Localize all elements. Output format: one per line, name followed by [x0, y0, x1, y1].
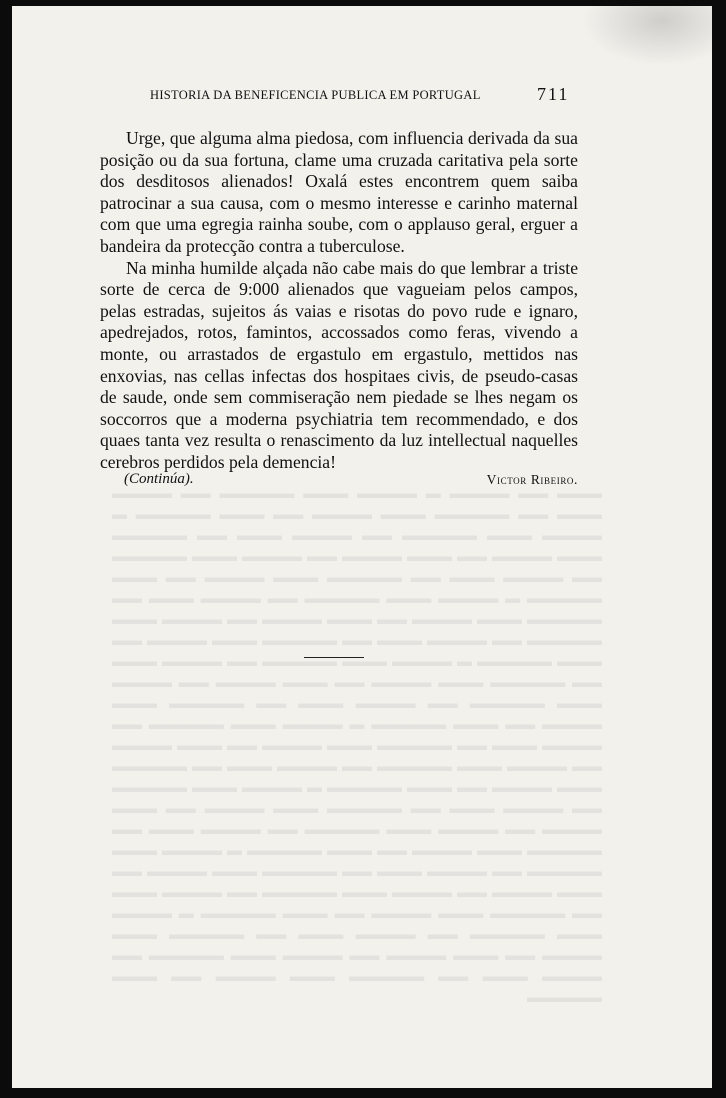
document-page [12, 6, 712, 1088]
paragraph: Urge, que alguma alma piedosa, com influencia derivada da sua posição ou da sua fortuna, clame uma cruzada caritativa pela sorte dos desditosos alienados! Oxalá estes encontrem quem saiba patrocinar a sua causa, com o mesmo interesse e carinho maternal com que uma egregia rainha soube, com o applauso geral, erguer a bandeira da protecção contra a tuberculose. [100, 128, 578, 256]
running-title: HISTORIA DA BENEFICENCIA PUBLICA EM PORTUGAL [150, 88, 481, 102]
body-text [100, 128, 578, 474]
page-number: 711 [537, 84, 570, 104]
paragraph: Na minha humilde alçada não cabe mais do que lembrar a triste sorte de cerca de 9:000 alienados que vagueiam pelos campos, pelas estradas, sujeitos ás vaias e risotas do povo rude e ignaro, apedrejados, rotos, famintos, accossados como feras, vivendo a monte, ou arrastados de ergastulo em ergastulo, mettidos nas enxovias, nas cellas infectas dos hospitaes civis, de pseudo-casas de saude, onde sem commiseração nem piedade se lhes negam os soccorros que a moderna psychiatria tem recommendado, e dos quaes tanta vez resulta o renascimento da luz intellectual naquelles cerebros perdidos pela demencia! [100, 257, 578, 472]
section-divider [304, 657, 364, 658]
continued-note: (Continúa). [124, 471, 194, 487]
signature-row [100, 471, 578, 491]
paper-smudge [582, 6, 712, 66]
author-signature: Victor Ribeiro. [486, 472, 578, 487]
bleed-through-texture: ▬▬▬ ▬▬ ▬▬▬▬ ▬ ▬▬▬▬ ▬▬▬ ▬▬▬▬▬ ▬▬ ▬▬▬▬ ▬▬▬ ▬▬ ▬▬▬▬▬ ▬▬▬ ▬▬▬▬ ▬▬ ▬▬▬ ▬▬▬▬▬ ▬ ▬▬▬▬ ▬▬▬ ▬▬▬▬▬ ▬▬ ▬▬▬▬ ▬▬▬ ▬▬ ▬▬▬▬▬ ▬▬▬ ▬▬▬▬ ▬▬ ▬▬▬ ▬▬▬▬ ▬▬ ▬▬▬▬ ▬▬▬ ▬▬▬▬▬ ▬▬ ▬▬▬▬ ▬▬▬ ▬▬ ▬▬▬▬▬ ▬▬▬ ▬▬▬▬ ▬▬ ▬▬▬ ▬▬▬▬▬ ▬ ▬▬▬▬ ▬▬▬ ▬▬▬▬▬ ▬▬ ▬▬▬▬ ▬▬▬ ▬▬ ▬▬▬▬▬ ▬▬▬ ▬▬▬▬ ▬▬ ▬▬▬ ▬▬▬▬ ▬▬ ▬▬▬▬ ▬▬▬ ▬▬▬▬▬ ▬▬ ▬▬▬▬ ▬▬▬ ▬▬ ▬▬▬▬▬ ▬▬▬ ▬▬▬▬ ▬▬ ▬▬▬ ▬▬▬▬▬ ▬ ▬▬▬▬ ▬▬▬ ▬▬▬▬▬ ▬▬ ▬▬▬▬ ▬▬▬ ▬▬ ▬▬▬▬▬ ▬▬▬ ▬▬▬▬ ▬▬ ▬▬▬ ▬▬▬▬ ▬▬ ▬▬▬▬ ▬▬▬ ▬▬▬▬▬ ▬▬ ▬▬▬▬ ▬▬▬ ▬▬ ▬▬▬▬▬ ▬▬▬ ▬▬▬▬ ▬▬ ▬▬▬ ▬▬▬▬▬ ▬ ▬▬▬▬ ▬▬▬ ▬▬▬▬▬ ▬▬ ▬▬▬▬ ▬▬▬ ▬▬ ▬▬▬▬▬ ▬▬▬ ▬▬▬▬ ▬▬ ▬▬▬ ▬▬▬▬ ▬▬ ▬▬▬▬ ▬▬▬ ▬▬▬▬▬ ▬▬ ▬▬▬▬ ▬▬▬ ▬▬ ▬▬▬▬▬ ▬▬▬ ▬▬▬▬ ▬▬ ▬▬▬ ▬▬▬▬▬ ▬ ▬▬▬▬ ▬▬▬ ▬▬▬▬▬ ▬▬ ▬▬▬▬ ▬▬▬ ▬▬ ▬▬▬▬▬ ▬▬▬ ▬▬▬▬ ▬▬ ▬▬▬ ▬▬▬▬ ▬▬ ▬▬▬▬ ▬▬▬ ▬▬▬▬▬ ▬▬ ▬▬▬▬ ▬▬▬ ▬▬ ▬▬▬▬▬ ▬▬▬ ▬▬▬▬ ▬▬ ▬▬▬ ▬▬▬▬▬ ▬ ▬▬▬▬ ▬▬▬ ▬▬▬▬▬ ▬▬ ▬▬▬▬ ▬▬▬ ▬▬ ▬▬▬▬▬ ▬▬▬ ▬▬▬▬ ▬▬ ▬▬▬ ▬▬▬▬ ▬▬ ▬▬▬▬ ▬▬▬ ▬▬▬▬▬ ▬▬ ▬▬▬▬ ▬▬▬ ▬▬ ▬▬▬▬▬ ▬▬▬ ▬▬▬▬ ▬▬ ▬▬▬ ▬▬▬▬▬ ▬ ▬▬▬▬ ▬▬▬ ▬▬▬▬▬ ▬▬ ▬▬▬▬ ▬▬▬ ▬▬ ▬▬▬▬▬ ▬▬▬ ▬▬▬▬ ▬▬ ▬▬▬ ▬▬▬▬ ▬▬ ▬▬▬▬ ▬▬▬ ▬▬▬▬▬ ▬▬ ▬▬▬▬ ▬▬▬ ▬▬ ▬▬▬▬▬ ▬▬▬ ▬▬▬▬ ▬▬ ▬▬▬ ▬▬▬▬▬ [112, 486, 602, 1006]
